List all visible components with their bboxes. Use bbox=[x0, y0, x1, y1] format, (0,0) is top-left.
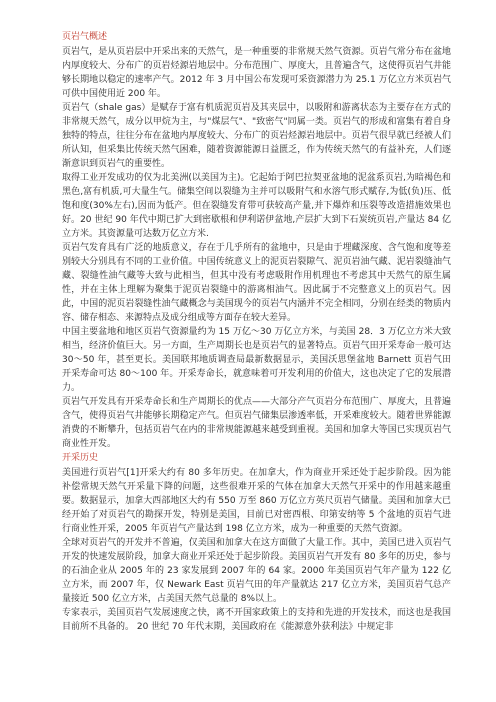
section-heading-history: 开采历史 bbox=[62, 453, 99, 463]
paragraph-3: 取得工业开发成功的仅为北美洲(以美国为主)。它起始于阿巴拉契亚盆地的泥盆系页岩,为暗褐色和黑色,富有机质,可大量生气。储集空间以裂缝为主并可以吸附气和水溶气形式赋存,为低(负)压、低饱和度(30%左右),因而为低产。但在裂缝发育带可获较高产量,并下爆炸和压裂等改造措施效果也好。20 世纪 90 年代中期已扩大到密歇根和伊利诺伊盆地,产层扩大到下石炭统页岩,产量达 84 亿立方米。其资源量可达数万亿立方米. bbox=[62, 173, 451, 239]
paragraph-4: 页岩气发育具有广泛的地质意义，存在于几乎所有的盆地中，只是由于埋藏深度、含气饱和度等差别较大分别具有不同的工业价值。中国传统意义上的泥页岩裂隙气、泥页岩油气藏、泥岩裂缝油气藏、裂缝性油气藏等大致与此相当，但其中没有考虑吸附作用机理也不考虑其中天然气的原生属性，并在主体上理解为聚集于泥页岩裂缝中的游离相油气。因此属于不完整意义上的页岩气。因此，中国的泥页岩裂缝性油气藏概念与美国现今的页岩气内涵并不完全相同，分别在经类的物质内容、储存相态、来源特点及成分组成等方面存在较大差异。 bbox=[62, 243, 451, 323]
paragraph-1: 页岩气，是从页岩层中开采出来的天然气，是一种重要的非常规天然气资源。页岩气常分布在盆地内厚度较大、分布广的页岩烃源岩地层中。分布范围广、厚度大，且普遍含气，这使得页岩气井能够长期地以稳定的速率产气。2012 年 3 月中国公布发现可采资源潜力为 25.1 万亿立方米页岩气可供中国使用近 200 年。 bbox=[62, 47, 451, 99]
paragraph-7: 美国进行页岩气[1]开采大约有 80 多年历史。在加拿大，作为商业开采还处于起步阶段。因为能补偿常规天然气开采量下降的问题，这些很难开采的气体在加拿大天然气开采中的作用越来越重要。数据显示，加拿大西部地区大约有 550 万至 860 万亿立方英尺页岩气储量。美国和加拿大已经开始了对页岩气的勘探开发，特别是美国，目前已对密西根、印第安纳等 5 个盆地的页岩气进行商业性开采，2005 年页岩气产量达到 198 亿立方米，成为一种重要的天然气资源。 bbox=[62, 468, 451, 534]
paragraph-2: 页岩气（shale gas）是赋存于富有机质泥页岩及其夹层中，以吸附和游离状态为主要存在方式的非常规天然气，成分以甲烷为主，与"煤层气"、"致密气"同属一类。页岩气的形成和富集有着自身独特的特点，往往分布在盆地内厚度较大、分布广的页岩烃源岩地层中。页岩气很早就已经被人们所认知，但采集比传统天然气困难，随着资源能源日益匮乏，作为传统天然气的有益补充，人们逐渐意识到页岩气的重要性。 bbox=[62, 103, 451, 169]
paragraph-9: 专家表示，美国页岩气发展速度之快，离不开国家政策上的支持和先进的开发技术，而这也是我国目前所不具备的。 20 世纪 70 年代末期，美国政府在《能源意外获利法》中规定非 bbox=[62, 608, 451, 632]
section-heading-overview: 页岩气概述 bbox=[62, 32, 108, 42]
paragraph-6: 页岩气开发具有开采寿命长和生产周期长的优点——大部分产气页岩分布范围广、厚度大，且普遍含气，使得页岩气井能够长期稳定产气。但页岩气储集层渗透率低，开采难度较大。随着世界能源消费的不断攀升，包括页岩气在内的非常规能源越来越受到重视。美国和加拿大等国已实现页岩气商业性开发。 bbox=[62, 397, 451, 449]
paragraph-5: 中国主要盆地和地区页岩气资源量约为 15 万亿～30 万亿立方米，与美国 28．3 万亿立方米大致相当，经济价值巨大。另一方面，生产周期长也是页岩气的显著特点。页岩气田开采寿命一般可达 30～50 年，甚至更长。美国联邦地质调查局最新数据显示，美国沃思堡盆地 Barnett 页岩气田开采寿命可达 80～100 年。开采寿命长，就意味着可开发利用的价值大，这也决定了它的发展潜力。 bbox=[62, 327, 451, 393]
paragraph-8: 全球对页岩气的开发并不普遍，仅美国和加拿大在这方面做了大量工作。其中，美国已进入页岩气开发的快速发展阶段，加拿大商业开采还处于起步阶段。美国页岩气开发有 80 多年的历史，参与的石油企业从 2005 年的 23 家发展到 2007 年的 64 家。2000 年美国页岩气年产量为 122 亿立方米，而 2007 年，仅 Newark East 页岩气田的年产量就达 217 亿立方米，美国页岩气总产量接近 500 亿立方米，占美国天然气总量的 8%以上。 bbox=[62, 538, 451, 604]
